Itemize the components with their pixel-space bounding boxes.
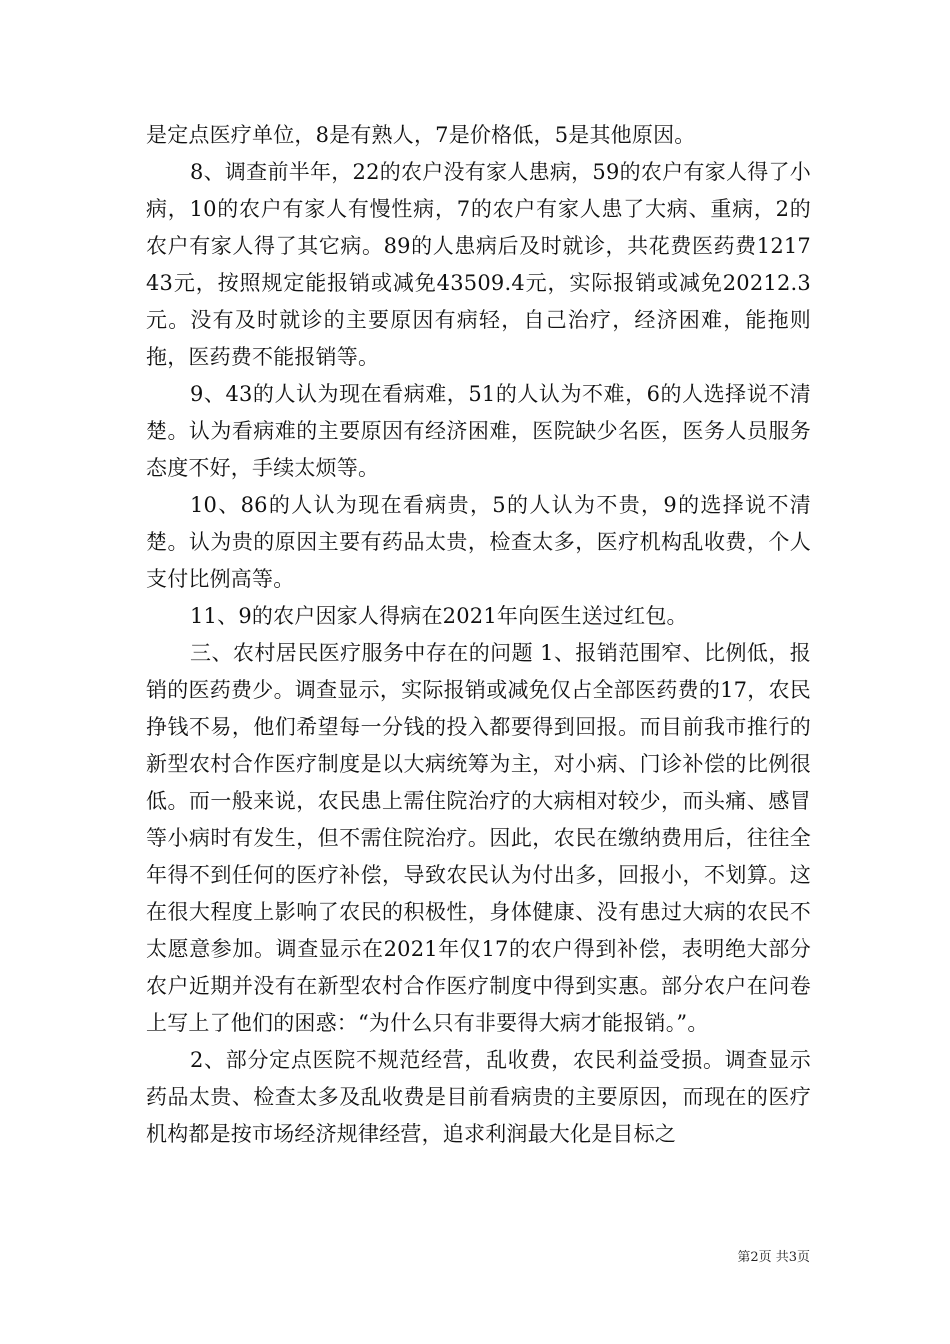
paragraph-2: 8、调查前半年，22的农户没有家人患病，59的农户有家人得了小病，10的农户有家人有慢性病，7的农户有家人患了大病、重病，2的农户有家人得了其它病。89的人患病后及时就诊，共花费医药费121743元，按照规定能报销或减免43509.4元，实际报销或减免20212.3元。没有及时就诊的主要原因有病轻，自己治疗，经济困难，能拖则拖，医药费不能报销等。 (146, 160, 811, 369)
paragraph-5: 11、9的农户因家人得病在2021年向医生送过红包。 (190, 604, 688, 628)
paragraph-7: 2、部分定点医院不规范经营，乱收费，农民利益受损。调查显示药品太贵、检查太多及乱收费是目前看病贵的主要原因，而现在的医疗机构都是按市场经济规律经营，追求利润最大化是目标之 (146, 1048, 811, 1146)
page-number-footer: 第2页 共3页 (737, 1250, 810, 1265)
paragraph-6: 三、农村居民医疗服务中存在的问题 1、报销范围窄、比例低，报销的医药费少。调查显示，实际报销或减免仅占全部医药费的17，农民挣钱不易，他们希望每一分钱的投入都要得到回报。而目前我市推行的新型农村合作医疗制度是以大病统筹为主，对小病、门诊补偿的比例很低。而一般来说，农民患上需住院治疗的大病相对较少，而头痛、感冒等小病时有发生，但不需住院治疗。因此，农民在缴纳费用后，往往全年得不到任何的医疗补偿，导致农民认为付出多，回报小，不划算。这在很大程度上影响了农民的积极性，身体健康、没有患过大病的农民不太愿意参加。调查显示在2021年仅17的农户得到补偿，表明绝大部分农户近期并没有在新型农村合作医疗制度中得到实惠。部分农户在问卷上写上了他们的困惑：“为什么只有非要得大病才能报销。”。 (146, 641, 811, 1035)
document-body (146, 117, 811, 1153)
paragraph-4: 10、86的人认为现在看病贵，5的人认为不贵，9的选择说不清楚。认为贵的原因主要有药品太贵，检查太多，医疗机构乱收费，个人支付比例高等。 (146, 493, 811, 591)
paragraph-1: 是定点医疗单位，8是有熟人，7是价格低，5是其他原因。 (146, 123, 696, 147)
paragraph-3: 9、43的人认为现在看病难，51的人认为不难，6的人选择说不清楚。认为看病难的主要原因有经济困难，医院缺少名医，医务人员服务态度不好，手续太烦等。 (146, 382, 811, 480)
